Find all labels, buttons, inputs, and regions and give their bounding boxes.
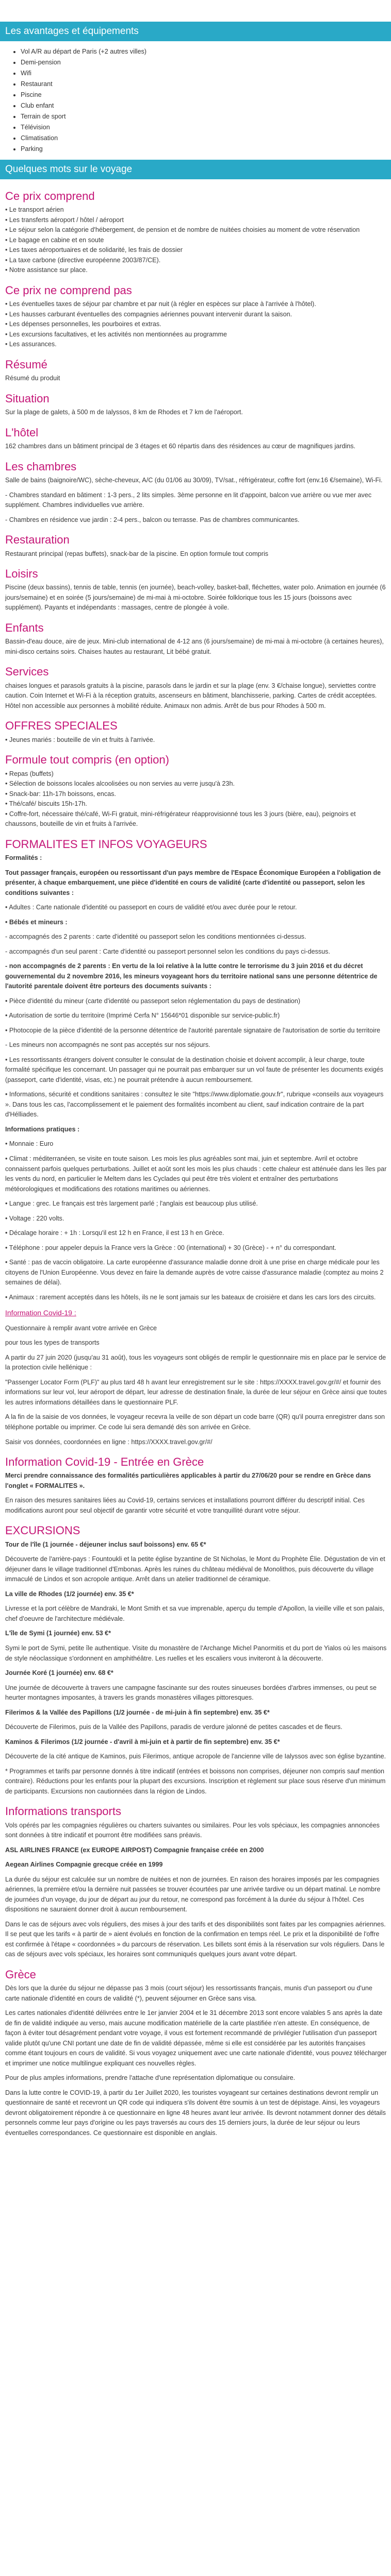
section-line: • Snack-bar: 11h-17h boissons, encas. <box>5 790 116 798</box>
section-paragraph: • Autorisation de sortie du territoire (Imprimé Cerfa N° 15646*01 disponible sur service-public.fr) <box>5 1012 280 1020</box>
section-paragraph: Journée Koré (1 journée) env. 68 €* <box>5 1669 113 1677</box>
section-paragraph: • Climat : méditerranéen, se visite en toute saison. Les mois les plus agréables sont mai, juin et septembre. Avril et octobre connaissent parfois quelques perturbations. Juillet et août sont les mois les plus chauds : cette chaleur est atténuée dans les îles par les vents du nord, en particulier le Meltem dans les Cyclades qui peut être très violent et entraîner des perturbations météorologiques et modifications des rotations maritimes ou aériennes. <box>5 1155 387 1193</box>
section-paragraph: • Voltage : 220 volts. <box>5 1214 64 1222</box>
section-paragraph: Découverte de l'arrière-pays : Fountoukli et la petite église byzantine de St Nicholas, le Mont du Prophète Élie. Dégustation de vin et déjeuner dans le village traditionnel d'Embonas. Après les ruines du château médiéval de Monolithos, puis découverte du village immaculé de Lindos et son acropole antique. Arrêt dans un atelier traditionnel de céramique. <box>5 1555 385 1583</box>
section-paragraph: Formalités : <box>5 854 42 862</box>
section-paragraph: Salle de bains (baignoire/WC), sèche-cheveux, A/C (du 01/06 au 30/09), TV/sat., réfrigérateur, coffre fort (env.16 €/semaine), Wi-Fi. <box>5 477 383 484</box>
section-paragraph: Informations pratiques : <box>5 1125 80 1133</box>
section-paragraph: • Pièce d'identité du mineur (carte d'identité ou passeport selon réglementation du pays de destination) <box>5 997 301 1005</box>
section-paragraph: • Photocopie de la pièce d'identité de la personne détentrice de l'autorité parentale signataire de l'autorisation de sortie du territoire <box>5 1026 381 1034</box>
section-paragraph: Questionnaire à remplir avant votre arrivée en Grèce <box>5 1324 157 1332</box>
section-heading: L'hôtel <box>5 426 39 439</box>
amenity-item: • Restaurant <box>21 79 384 90</box>
section-paragraph: Dans le cas de séjours avec vols réguliers, des mises à jour des tarifs et des disponibilités sont faites par les compagnies aériennes. Il se peut que les tarifs « à partir de » aient évolués en fonction de la confirmation en temps réel. Le prix et la disponibilité de l'offre est confirmée à l'étape « coordonnées » du parcours de réservation. Les billets sont émis à la réservation sur vols réguliers. Dans le cas de séjours avec vols spéciaux, les horaires sont communiqués quelques jours avant votre départ. <box>5 1920 386 1958</box>
amenity-item: • Terrain de sport <box>21 111 384 122</box>
section-paragraph: Découverte de la cité antique de Kaminos, puis Filerimos, antique acropole de l'ancienne ville de Ialyssos avec son église byzantine. <box>5 1753 386 1760</box>
section-line: • Les dépenses personnelles, les pourboires et extras. <box>5 320 161 328</box>
stay-header: Quelques mots sur le voyage <box>0 160 391 179</box>
section-line: • Les excursions facultatives, et les activités non mentionnées au programme <box>5 330 227 338</box>
amenity-item: • Club enfant <box>21 100 384 111</box>
section-paragraph: Pour de plus amples informations, prendre l'attache d'une représentation diplomatique ou consulaire. <box>5 2074 296 2082</box>
section-line: • Les transferts aéroport / hôtel / aéroport <box>5 216 124 224</box>
section-heading: Enfants <box>5 621 44 634</box>
section-paragraph: En raison des mesures sanitaires liées au Covid-19, certains services et installations pourront différer du descriptif initial. Ces modifications auront pour seul objectif de garantir votre sécurité et votre tranquillité durant votre séjour. <box>5 1497 365 1514</box>
section-heading: EXCURSIONS <box>5 1524 80 1537</box>
section-paragraph: 162 chambres dans un bâtiment principal de 3 étages et 60 répartis dans des résidences au cœur de magnifiques jardins. <box>5 443 356 450</box>
section-paragraph: - Chambres en résidence vue jardin : 2-4 pers., balcon ou terrasse. Pas de chambres communicantes. <box>5 516 300 523</box>
section-paragraph: Résumé du produit <box>5 375 60 382</box>
section-paragraph: Sur la plage de galets, à 500 m de Ialyssos, 8 km de Rhodes et 7 km de l'aéroport. <box>5 409 243 416</box>
section-heading: Grèce <box>5 1968 36 1981</box>
section-paragraph: Symi le port de Symi, petite île authentique. Visite du monastère de l'Archange Michel Panormitis et du port de Yialos où les maisons de style néoclassique s'ordonnent en amphithéâtre. Les ruelles et les escaliers vous inviteront à la découverte. <box>5 1644 387 1662</box>
section-paragraph: - Les mineurs non accompagnés ne sont pas acceptés sur nos séjours. <box>5 1041 210 1049</box>
section-heading: Informations transports <box>5 1805 121 1818</box>
section-paragraph: Tout passager français, européen ou ressortissant d'un pays membre de l'Espace Économique Européen a l'obligation de présenter, à chaque embarquement, une pièce d'identité en cours de validité (carte d'identité ou passeport, selon les conditions suivantes : <box>5 869 381 896</box>
section-line: • Le transport aérien <box>5 206 64 214</box>
covid-heading: Information Covid-19 : <box>5 1309 76 1317</box>
amenity-item: • Wifi <box>21 68 384 79</box>
amenity-item: • Demi-pension <box>21 57 384 68</box>
amenity-item: • Télévision <box>21 122 384 133</box>
section-paragraph: Livresse et la port célèbre de Mandraki, le Mont Smith et sa vue imprenable, aperçu du temple d'Apollon, la vieille ville et son palais, chef d'oeuvre de l'architecture médiévale. <box>5 1605 385 1622</box>
amenity-item: • Parking <box>21 144 384 155</box>
section-paragraph: • Informations, sécurité et conditions sanitaires : consultez le site "https://www.diplomatie.gouv.fr", rubrique «conseils aux voyageurs ». Dans tous les cas, l'accomplissement et le paiement des formalités incombent au client, sauf indication contraire de la part d'Hélliades. <box>5 1091 384 1118</box>
section-paragraph: • Les ressortissants étrangers doivent consulter le consulat de la destination choisie et doivent accomplir, à leur charge, toute formalité spécifique les concernant. Un passager qui ne pourrait pas embarquer sur un vol faute de présenter les documents exigés (passeport, carte d'identité, visas, etc.) ne pourrait prétendre à aucun remboursement. <box>5 1056 383 1083</box>
section-paragraph: • Décalage horaire : + 1h : Lorsqu'il est 12 h en France, il est 13 h en Grèce. <box>5 1229 224 1237</box>
section-paragraph: • Monnaie : Euro <box>5 1140 54 1148</box>
section-paragraph: • Bébés et mineurs : <box>5 918 68 926</box>
section-paragraph: La ville de Rhodes (1/2 journée) env. 35 €* <box>5 1590 134 1598</box>
section-paragraph: • Santé : pas de vaccin obligatoire. La carte européenne d'assurance maladie donne droit à une prise en charge médicale pour les citoyens de l'Union Européenne. Vous devez en faire la demande auprès de votre caisse d'assurance maladie (comptez au moins 2 semaines de délai). <box>5 1259 384 1286</box>
section-heading: OFFRES SPECIALES <box>5 719 118 733</box>
section-paragraph: Dès lors que la durée du séjour ne dépasse pas 3 mois (court séjour) les ressortissants français, munis d'un passeport ou d'une carte nationale d'identité en cours de validité (*), peuvent séjourner en Grèce sans visa. <box>5 1985 372 2002</box>
section-heading: Information Covid-19 - Entrée en Grèce <box>5 1455 204 1469</box>
section-paragraph: Aegean Airlines Compagnie grecque créée en 1999 <box>5 1861 163 1869</box>
section-paragraph: Tour de l'île (1 journée - déjeuner inclus sauf boissons) env. 65 €* <box>5 1540 206 1548</box>
amenity-item: • Climatisation <box>21 133 384 144</box>
section-paragraph: - Chambres standard en bâtiment : 1-3 pers., 2 lits simples. 3ème personne en lit d'appoint, balcon vue arrière ou vue mer avec supplément. Chambres individuelles vue arrière. <box>5 491 372 509</box>
section-line: • Coffre-fort, nécessaire thé/café, Wi-Fi gratuit, mini-réfrigérateur réapprovisionné tous les 3 jours (bière, eau), peignoirs et chaussons, bouteille de vin et fruits à l'arrivée. <box>5 810 356 828</box>
section-paragraph: Saisir vos données, coordonnées en ligne : https://XXXX.travel.gov.gr/#/ <box>5 1438 213 1446</box>
section-line: • Les assurances. <box>5 341 57 348</box>
section-paragraph: - accompagnés d'un seul parent : Carte d'identité ou passeport personnel selon les conditions du pays ci-dessus. <box>5 947 330 955</box>
amenity-item: • Vol A/R au départ de Paris (+2 autres villes) <box>21 46 384 57</box>
section-heading: Ce prix comprend <box>5 190 95 202</box>
section-line: • Sélection de boissons locales alcoolisées ou non servies au verre jusqu'à 23h. <box>5 780 235 788</box>
section-paragraph: Vols opérés par les compagnies régulières ou charters suivantes ou similaires. Pour les vols spéciaux, les compagnies annoncées sont données à titre indicatif et pourront être modifiées sans préavis. <box>5 1821 380 1839</box>
section-paragraph: * Programmes et tarifs par personne donnés à titre indicatif (entrées et boissons non comprises, déjeuner non compris sauf mention contraire). Réductions pour les enfants pour la plupart des excursions. Inscription et règlement sur place sous réserve d'un minimum de participants. Excursions non cautionnées dans la région de Lindos. <box>5 1767 386 1795</box>
amenities-header: Les avantages et équipements <box>0 22 391 41</box>
section-paragraph: La durée du séjour est calculée sur un nombre de nuitées et non de journées. En raison des horaires imposés par les compagnies aériennes, la première et/ou la dernière nuit passées se trouver écourtées par une arrivée tardive ou un départ matinal. Le nombre de journées d'un voyage, du jour de départ au jour du retour, ne correspond pas forcément à la durée du séjour à l'hôtel. Ces dispositions ne sauraient donner droit à aucun remboursement. <box>5 1875 381 1913</box>
section-line: • Le bagage en cabine et en soute <box>5 236 104 244</box>
section-line: • Les éventuelles taxes de séjour par chambre et par nuit (à régler en espèces sur place à l'arrivée à l'hôtel). <box>5 300 316 308</box>
amenity-item: • Piscine <box>21 90 384 100</box>
section-lines <box>5 299 387 350</box>
section-paragraph: Kaminos & Filerimos (1/2 journée - d'avril à mi-juin et à partir de fin septembre) env. 35 €* <box>5 1738 280 1745</box>
section-heading: Formule tout compris (en option) <box>5 753 169 767</box>
section-paragraph: • Langue : grec. Le français est très largement parlé ; l'anglais est beaucoup plus utilisé. <box>5 1200 258 1208</box>
section-paragraph: A partir du 27 juin 2020 (jusqu'au 31 août), tous les voyageurs sont obligés de remplir le questionnaire mis en place par le service de la protection civile hellénique : <box>5 1353 386 1371</box>
section-paragraph: Les cartes nationales d'identité délivrées entre le 1er janvier 2004 et le 31 décembre 2013 sont encore valables 5 ans après la date de fin de validité indiquée au verso, mais aucune modification matérielle de la carte plastifiée n'en atteste. En conséquence, de façon à éviter tout désagrément pendant votre voyage, il vous est fortement recommandé de privilégier l'utilisation d'un passeport valide plutôt qu'une CNI portant une date de fin de validité dépassée, même si elle est considérée par les autorités françaises comme étant toujours en cours de validité. Si vous voyagez uniquement avec une carte nationale d'identité, vous pouvez télécharger et imprimer une notice multilingue expliquant ces nouvelles règles. <box>5 2009 387 2067</box>
section-line: • Notre assistance sur place. <box>5 266 88 274</box>
section-heading: Restauration <box>5 533 70 547</box>
section-paragraph: • Jeunes mariés : bouteille de vin et fruits à l'arrivée. <box>5 736 155 743</box>
section-line: • Les hausses carburant éventuelles des compagnies aériennes pouvant intervenir durant la saison. <box>5 310 292 318</box>
section-paragraph: Dans la lutte contre le COVID-19, à partir du 1er Juillet 2020, les touristes voyageant sur certaines destinations devront remplir un questionnaire de santé et recevront un QR code qui indiquera s'ils doivent être soumis à un test de dépistage. Ainsi, les voyageurs devront obligatoirement répondre à ce questionnaire en ligne 48 heures avant leur arrivée. Ils devront notamment donner des détails personnels comme leur pays d'origine ou les pays traversés au cours des 15 derniers jours, la durée de leur séjour ou leurs éventuelles correspondances. Ce questionnaire est disponible en anglais. <box>5 2089 386 2137</box>
section-line: • Thé/café/ biscuits 15h-17h. <box>5 800 87 808</box>
section-lines <box>5 205 387 276</box>
section-paragraph: Restaurant principal (repas buffets), snack-bar de la piscine. En option formule tout compris <box>5 550 269 557</box>
section-paragraph: - non accompagnés de 2 parents : En vertu de la loi relative à la lutte contre le terrorisme du 3 juin 2016 et du décret gouvernemental du 2 novembre 2016, les mineurs voyageant hors du territoire national sans une personne détentrice de l'autorité parentale doivent être porteurs des documents suivants : <box>5 962 378 990</box>
section-line: • Repas (buffets) <box>5 770 54 777</box>
section-heading: Loisirs <box>5 567 38 581</box>
section-heading: Les chambres <box>5 460 77 473</box>
section-paragraph: L'île de Symi (1 journée) env. 53 €* <box>5 1630 111 1637</box>
stay-content <box>0 179 391 2163</box>
section-paragraph: • Animaux : rarement acceptés dans les hôtels, ils ne le sont jamais sur les bateaux de croisière et dans les cars lors des circuits. <box>5 1293 376 1301</box>
section-paragraph: Merci prendre connaissance des formalités particulières applicables à partir du 27/06/20 pour se rendre en Grèce dans l'onglet « FORMALITES ». <box>5 1472 371 1489</box>
section-heading: Situation <box>5 392 50 405</box>
section-heading: Ce prix ne comprend pas <box>5 284 132 297</box>
section-heading: FORMALITES ET INFOS VOYAGEURS <box>5 837 207 851</box>
amenities-list <box>0 41 391 160</box>
section-paragraph: Découverte de Filerimos, puis de la Vallée des Papillons, paradis de verdure jalonné de petites cascades et de fleurs. <box>5 1723 343 1731</box>
section-heading: Résumé <box>5 358 47 371</box>
section-lines <box>5 769 387 829</box>
section-paragraph: Bassin-d'eau douce, aire de jeux. Mini-club international de 4-12 ans (6 jours/semaine) de mi-mai à mi-octobre (à certaines heures), mini-disco certains soirs. Chaises hautes au restaurant, Lit bébé gratuit. <box>5 638 384 655</box>
section-heading: Services <box>5 665 49 679</box>
section-paragraph: Piscine (deux bassins), tennis de table, tennis (en journée), beach-volley, basket-ball, fléchettes, water polo. Animation en journée (6 jours/semaine) et en soirée (5 jours/semaine) de mi-mai à mi-octobre. Soirée folklorique tous les 15 jours (boissons avec supplément). Payants et indépendants : massages, centre de plongée à voile. <box>5 584 386 612</box>
section-paragraph: ASL AIRLINES FRANCE (ex EUROPE AIRPOST) Compagnie française créée en 2000 <box>5 1846 264 1854</box>
section-paragraph: A la fin de la saisie de vos données, le voyageur recevra la veille de son départ un code barre (QR) qu'il pourra enregistrer dans son téléphone portable ou imprimer. Ce code lui sera demandé dès son arrivée en Grèce. <box>5 1413 385 1431</box>
section-paragraph: - accompagnés des 2 parents : carte d'identité ou passeport selon les conditions mentionnées ci-dessus. <box>5 933 306 941</box>
section-line: • Les taxes aéroportuaires et de solidarité, les frais de dossier <box>5 246 183 254</box>
section-paragraph: • Adultes : Carte nationale d'identité ou passeport en cours de validité et/ou avec durée pour le retour. <box>5 904 297 911</box>
section-line: • La taxe carbone (directive européenne 2003/87/CE). <box>5 256 161 264</box>
section-line: • Le séjour selon la catégorie d'hébergement, de pension et de nombre de nuitées choisies au moment de votre réservation <box>5 226 360 234</box>
section-paragraph: chaises longues et parasols gratuits à la piscine, parasols dans le jardin et sur la plage (env. 3 €/chaise longue), serviettes contre caution. Coin Internet et Wi-Fi à la réception gratuits, ascenseurs en bâtiment, blanchisserie, parking. Cartes de crédit acceptées. Hôtel non accessible aux personnes à mobilité réduite. Animaux non admis. Arrêt de bus pour Rhodes à 500 m. <box>5 682 377 709</box>
section-paragraph: Une journée de découverte à travers une campagne fascinante sur des routes sinueuses bordées d'arbres immenses, ou peut se heurter montagnes imposantes, à travers les grands monastères villages pittoresques. <box>5 1684 377 1702</box>
section-paragraph: Filerimos & la Vallée des Papillons (1/2 journée - de mi-juin à fin septembre) env. 35 €* <box>5 1708 270 1716</box>
section-paragraph: pour tous les types de transports <box>5 1339 100 1347</box>
section-paragraph: • Téléphone : pour appeler depuis la France vers la Grèce : 00 (international) + 30 (Grèce) - + n° du correspondant. <box>5 1244 337 1251</box>
section-paragraph: "Passenger Locator Form (PLF)" au plus tard 48 h avant leur enregistrement sur le site : https://XXXX.travel.gov.gr/#/ et fournir des informations sur leur vol, leur aéroport de départ, leur adresse de destination finale, la durée de leur séjour en Grèce ainsi que toutes les autres informations détaillées dans le questionnaire PLF. <box>5 1378 387 1406</box>
